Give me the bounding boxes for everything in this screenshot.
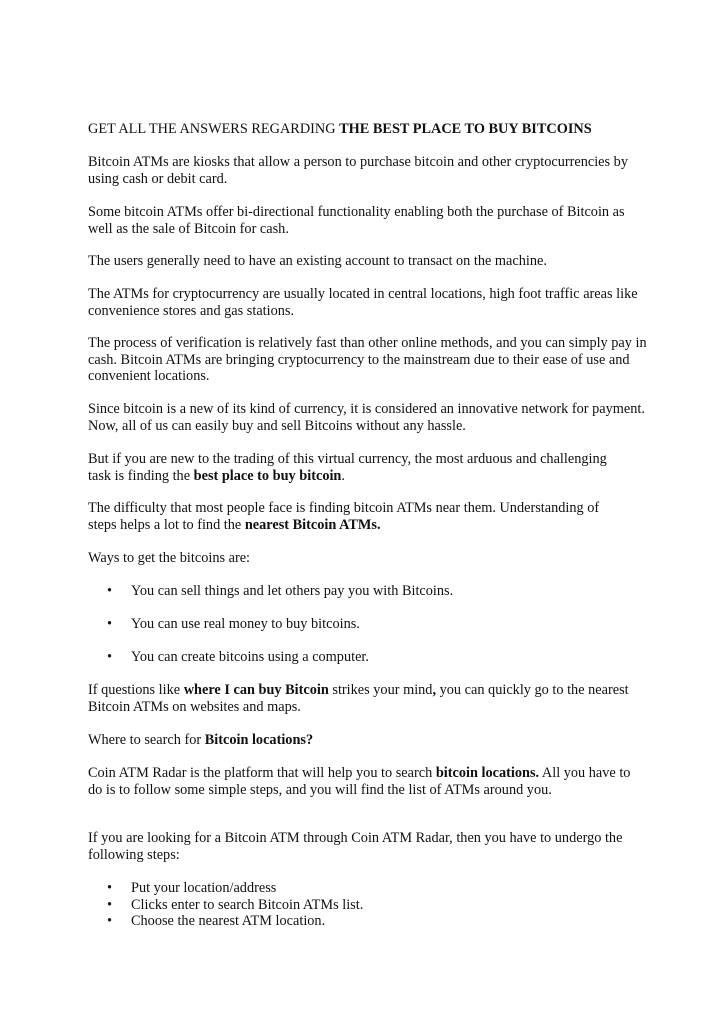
p7-text: But if you are new to the trading of this virtual currency, the most arduous and challenging task is finding the [88,451,607,484]
p7-bold: best place to buy bitcoin [193,467,342,484]
p11-text: Where to search for [88,732,205,748]
bullet-icon: • [107,880,113,896]
paragraph-where-to-buy [88,682,638,715]
paragraph-new-traders [88,451,628,484]
list-item-text: You can create bitcoins using a computer. [131,649,369,665]
p10-text-c: you can quickly go to the nearest Bitcoin ATMs on websites and maps. [88,682,629,715]
paragraph-verification: The process of verification is relatively fast than other online methods, and you can simply pay in cash. Bitcoin ATMs are bringing cryptocurrency to the mainstream due to their ease of use and convenient locations. [88,335,647,384]
p8-text: The difficulty that most people face is finding bitcoin ATMs near them. Understanding of steps helps a lot to find the [88,500,600,533]
p12-text: Coin ATM Radar is the platform that will help you to search [88,765,436,781]
heading-prefix: GET ALL THE ANSWERS REGARDING [88,121,340,137]
bullet-icon: • [107,616,113,632]
list-item-text: You can sell things and let others pay you with Bitcoins. [131,583,454,599]
bullet-icon: • [107,649,113,665]
paragraph-atm-locations: The ATMs for cryptocurrency are usually located in central locations, high foot traffic areas like convenience stores and gas stations. [88,286,638,319]
paragraph-coin-atm-radar [88,765,648,798]
p10-text-a: If questions like [88,682,184,698]
p8-bold: nearest Bitcoin ATMs. [244,516,381,533]
list-item-text: Put your location/address [131,880,277,896]
paragraph-difficulty [88,500,608,533]
p7-end: . [341,467,345,484]
bullet-icon: • [107,896,113,913]
paragraph-atm-kiosks: Bitcoin ATMs are kiosks that allow a person to purchase bitcoin and other cryptocurrencies by using cash or debit card. [88,154,628,187]
list-item-text: You can use real money to buy bitcoins. [131,616,360,632]
p12-bold: bitcoin locations. [435,765,540,781]
list-item [0,616,640,633]
heading-bold: THE BEST PLACE TO BUY BITCOINS [339,121,592,137]
list-item-text: Clicks enter to search Bitcoin ATMs list. [131,896,364,913]
list-item [0,897,640,914]
list-item [0,913,640,930]
p10-bold-2: , [432,682,437,698]
p11-bold: Bitcoin locations? [204,732,314,748]
bullet-icon: • [107,583,113,599]
paragraph-bidirectional: Some bitcoin ATMs offer bi-directional functionality enabling both the purchase of Bitcoin as well as the sale of Bitcoin for cash. [88,204,625,237]
paragraph-ways-intro: Ways to get the bitcoins are: [88,550,251,566]
paragraph-existing-account: The users generally need to have an existing account to transact on the machine. [88,253,547,269]
document-heading [88,121,688,138]
bullet-icon: • [107,913,113,929]
p10-text-b: strikes your mind [328,682,433,698]
list-item-text: Choose the nearest ATM location. [131,913,326,929]
paragraph-steps-intro: If you are looking for a Bitcoin ATM through Coin ATM Radar, then you have to undergo the following steps: [88,830,623,863]
p12-end: All you have to do is to follow some simple steps, and you will find the list of ATMs around you. [88,765,631,798]
paragraph-where-to-search [88,732,648,749]
paragraph-innovative-network: Since bitcoin is a new of its kind of currency, it is considered an innovative network for payment. Now, all of us can easily buy and sell Bitcoins without any hassle. [88,401,645,434]
list-item [0,649,640,666]
p10-bold-1: where I can buy Bitcoin [183,682,329,698]
list-item [0,583,640,600]
list-item [0,880,640,897]
